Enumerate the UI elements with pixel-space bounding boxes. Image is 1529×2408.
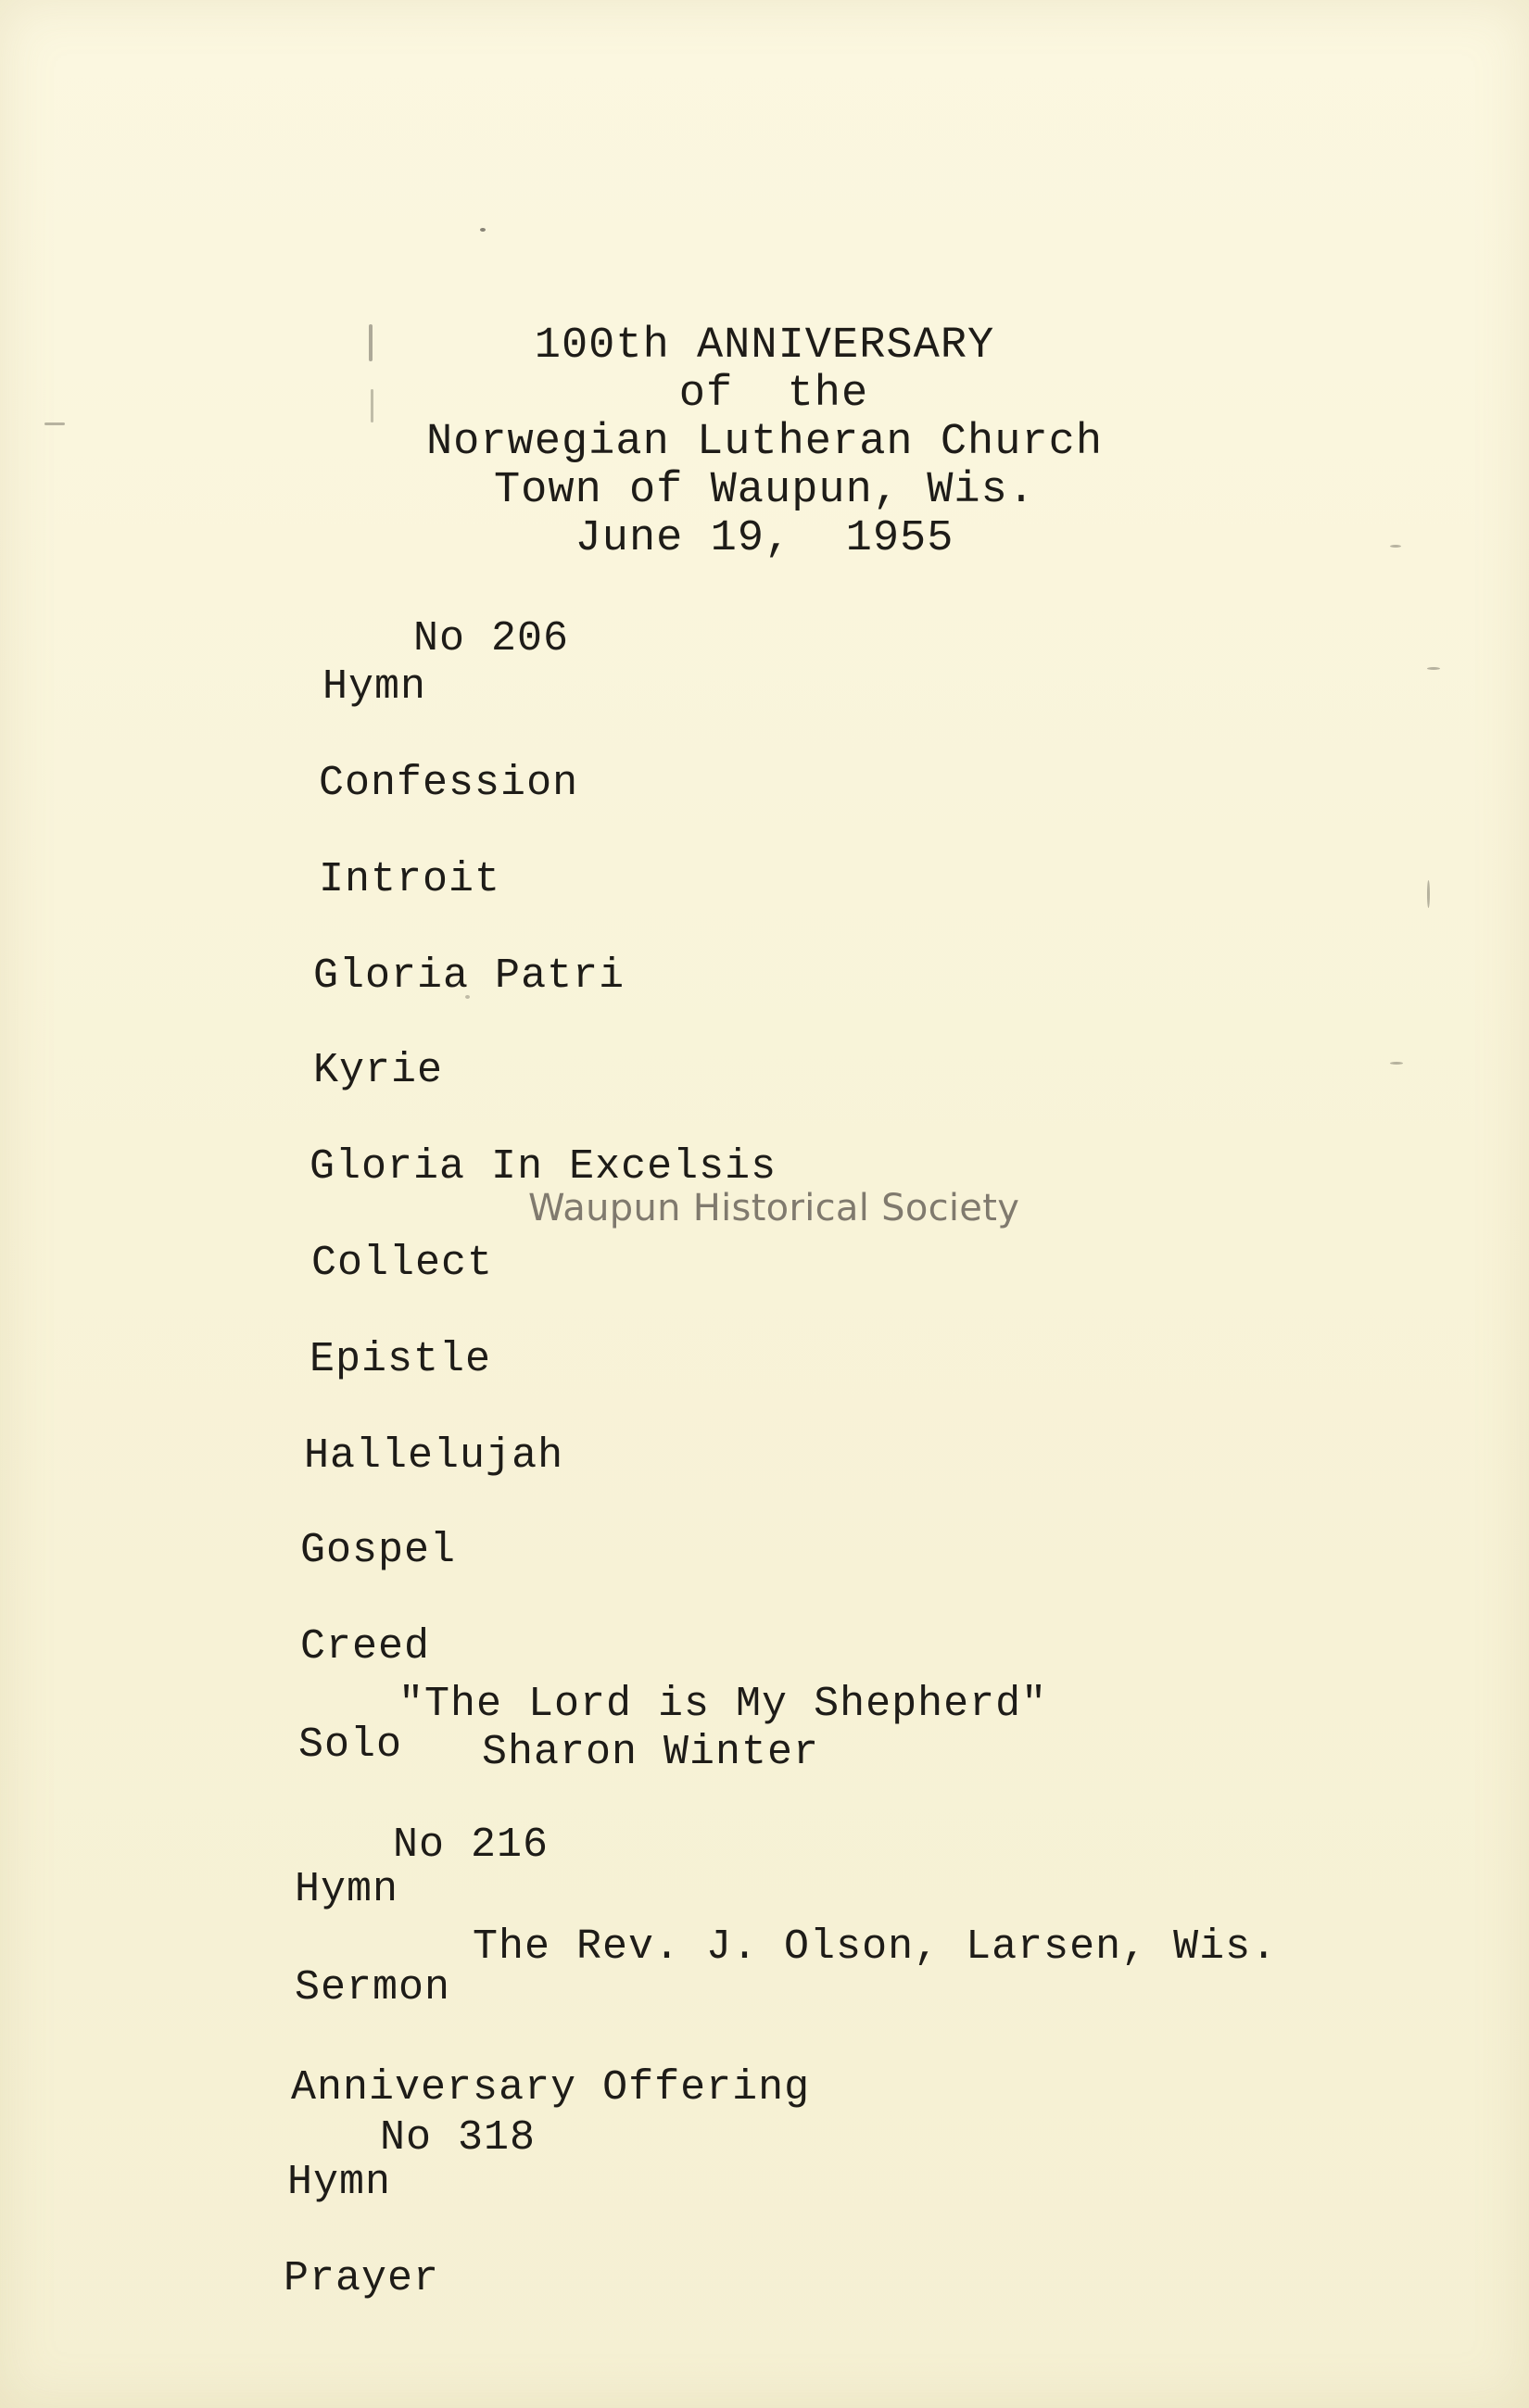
item-label: Hymn [295,1866,399,1913]
heading-of-the: of the [678,370,869,419]
item-label: Anniversary Offering [291,2064,811,2112]
item-label: Gloria In Excelsis [310,1143,777,1191]
program-item [180,2207,439,2351]
ink-speck [1427,880,1430,908]
ink-speck [1427,667,1440,670]
heading-date: June 19, 1955 [575,514,954,563]
item-label: Hallelujah [304,1432,564,1480]
item-label: Gloria Patri [313,952,626,1000]
item-label: Prayer [284,2255,440,2302]
item-label: Epistle [310,1336,492,1383]
item-value: "The Lord is My Shepherd" [398,1681,1048,1728]
ink-speck [1390,1062,1403,1065]
program-heading [0,322,1529,563]
item-value: No 206 [413,615,570,662]
item-label: Creed [300,1623,431,1670]
ink-speck [480,228,486,232]
item-label: Collect [311,1240,494,1287]
item-label: Hymn [287,2159,392,2206]
item-value-performer: Sharon Winter [482,1729,820,1776]
item-label: Kyrie [313,1047,444,1094]
item-value: No 216 [393,1822,550,1869]
heading-church-name: Norwegian Lutheran Church [425,418,1104,467]
item-label: Solo [298,1721,403,1769]
item-label: Sermon [295,1964,451,2011]
item-value: No 318 [380,2114,537,2162]
item-label: Confession [319,760,579,807]
item-label: Introit [319,856,501,903]
heading-location: Town of Waupun, Wis. [493,466,1036,515]
item-value: The Rev. J. Olson, Larsen, Wis. [473,1923,1278,1971]
item-label: Gospel [300,1527,457,1574]
watermark-text: Waupun Historical Society [528,1187,1020,1229]
item-label: Hymn [322,663,427,711]
heading-title: 100th ANNIVERSARY [534,321,995,371]
